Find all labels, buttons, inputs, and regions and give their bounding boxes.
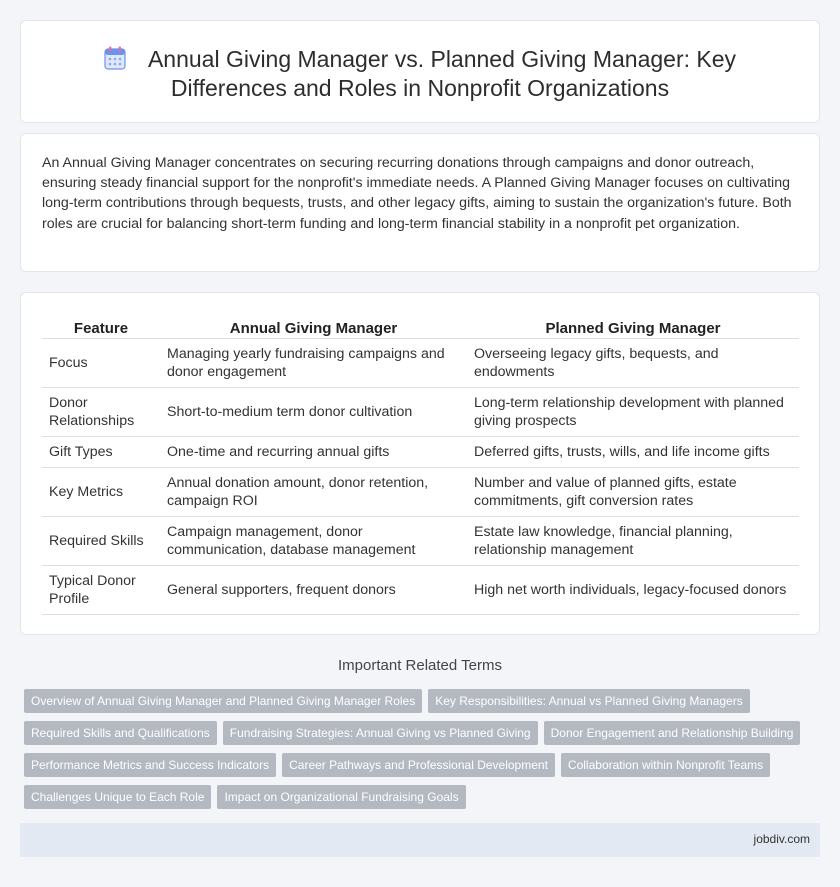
feature-cell: Typical Donor Profile — [42, 565, 160, 614]
page-title: Annual Giving Manager vs. Planned Giving Manager: Key Differences and Roles in Nonprofit Organizations — [147, 46, 737, 101]
feature-cell: Key Metrics — [42, 467, 160, 516]
related-term-tag[interactable]: Challenges Unique to Each Role — [24, 785, 211, 809]
annual-cell: General supporters, frequent donors — [160, 565, 467, 614]
title-card — [20, 20, 820, 123]
intro-paragraph: An Annual Giving Manager concentrates on securing recurring donations through campaigns and donor outreach, ensuring steady financial support for the nonprofit's immediate needs. A Planned Giving Manager focuses on cultivating long-term contributions through bequests, trusts, and other legacy gifts, aiming to sustain the organization's future. Both roles are crucial for balancing short-term funding and long-term financial stability in a nonprofit pet organization. — [42, 155, 792, 232]
table-row — [42, 467, 799, 516]
annual-cell: Managing yearly fundraising campaigns and donor engagement — [160, 338, 467, 387]
related-terms-list — [24, 689, 804, 809]
table-row — [42, 387, 799, 436]
feature-cell: Focus — [42, 338, 160, 387]
header-annual: Annual Giving Manager — [160, 314, 467, 338]
planned-cell: Number and value of planned gifts, estate commitments, gift conversion rates — [467, 467, 799, 516]
footer — [20, 823, 820, 857]
header-planned: Planned Giving Manager — [467, 314, 799, 338]
header-feature: Feature — [42, 314, 160, 338]
planned-cell: Estate law knowledge, financial planning, relationship management — [467, 516, 799, 565]
table-header-row — [42, 314, 799, 338]
table-row — [42, 436, 799, 467]
calendar-icon — [104, 46, 126, 70]
feature-cell: Required Skills — [42, 516, 160, 565]
related-term-tag[interactable]: Performance Metrics and Success Indicators — [24, 753, 276, 777]
annual-cell: Annual donation amount, donor retention, campaign ROI — [160, 467, 467, 516]
comparison-card — [20, 292, 820, 635]
related-term-tag[interactable]: Required Skills and Qualifications — [24, 721, 217, 745]
related-term-tag[interactable]: Impact on Organizational Fundraising Goals — [217, 785, 465, 809]
planned-cell: Overseeing legacy gifts, bequests, and endowments — [467, 338, 799, 387]
feature-cell: Gift Types — [42, 436, 160, 467]
planned-cell: Deferred gifts, trusts, wills, and life income gifts — [467, 436, 799, 467]
table-row — [42, 338, 799, 387]
related-term-tag[interactable]: Fundraising Strategies: Annual Giving vs Planned Giving — [223, 721, 538, 745]
related-term-tag[interactable]: Collaboration within Nonprofit Teams — [561, 753, 770, 777]
planned-cell: Long-term relationship development with planned giving prospects — [467, 387, 799, 436]
related-term-tag[interactable]: Overview of Annual Giving Manager and Planned Giving Manager Roles — [24, 689, 422, 713]
comparison-table — [42, 314, 799, 615]
annual-cell: One-time and recurring annual gifts — [160, 436, 467, 467]
planned-cell: High net worth individuals, legacy-focused donors — [467, 565, 799, 614]
related-term-tag[interactable]: Key Responsibilities: Annual vs Planned Giving Managers — [428, 689, 750, 713]
page-title-wrap — [21, 45, 819, 103]
related-term-tag[interactable]: Career Pathways and Professional Development — [282, 753, 555, 777]
related-terms-title: Important Related Terms — [338, 657, 502, 674]
feature-cell: Donor Relationships — [42, 387, 160, 436]
table-row — [42, 565, 799, 614]
intro-card — [20, 133, 820, 272]
table-row — [42, 516, 799, 565]
related-term-tag[interactable]: Donor Engagement and Relationship Building — [544, 721, 801, 745]
annual-cell: Short-to-medium term donor cultivation — [160, 387, 467, 436]
footer-site-link[interactable]: jobdiv.com — [753, 832, 810, 846]
annual-cell: Campaign management, donor communication, database management — [160, 516, 467, 565]
